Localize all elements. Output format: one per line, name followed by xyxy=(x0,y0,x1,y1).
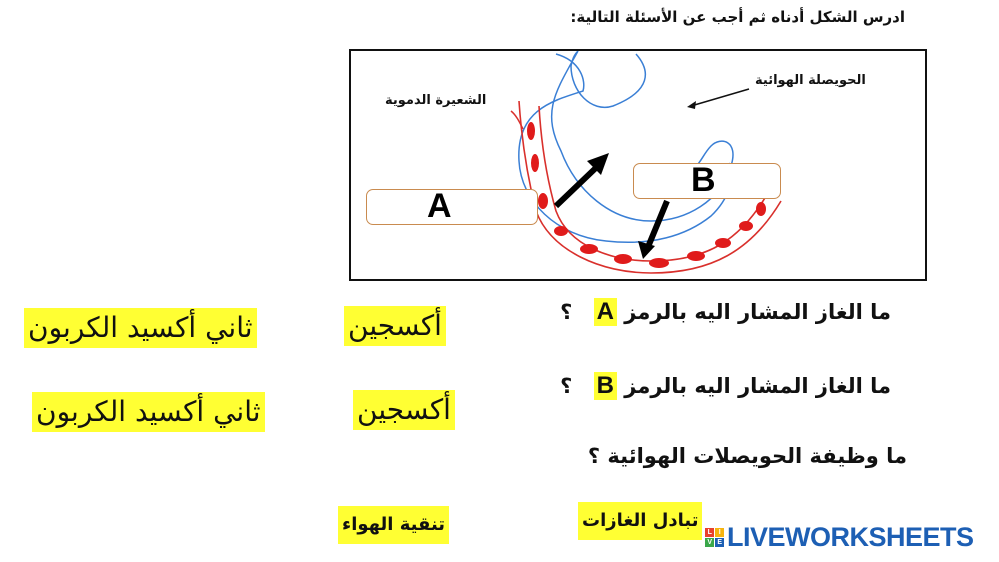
red-blood-cell xyxy=(614,254,632,264)
red-blood-cell xyxy=(527,122,535,140)
question-2 xyxy=(560,372,891,400)
question-3-text: ما وظيفة الحويصلات الهوائية ؟ xyxy=(587,444,907,468)
question-2-mark: ؟ xyxy=(560,374,573,398)
logo-tile: I xyxy=(715,528,724,537)
logo-tile: V xyxy=(705,538,714,547)
logo-mark-icon xyxy=(705,528,724,547)
question-1-mark: ؟ xyxy=(560,300,573,324)
question-3 xyxy=(588,444,907,468)
logo-tile: L xyxy=(705,528,714,537)
answer-air-purify[interactable]: تنقية الهواء xyxy=(338,506,449,544)
label-alveolus: الحويصلة الهوائية xyxy=(755,73,866,88)
red-blood-cell xyxy=(538,193,548,209)
lung-alveolus-diagram xyxy=(349,49,927,281)
answer-gas-exchange[interactable]: تبادل الغازات xyxy=(578,502,702,540)
red-blood-cell xyxy=(580,244,598,254)
red-blood-cell xyxy=(687,251,705,261)
red-blood-cell xyxy=(531,154,539,172)
answer-co2-2[interactable]: ثاني أكسيد الكربون xyxy=(32,392,265,432)
logo-text: LIVEWORKSHEETS xyxy=(727,521,974,552)
alveolus-pointer xyxy=(691,89,749,106)
answer-box-a[interactable] xyxy=(366,189,538,225)
alveolus-wall xyxy=(519,54,732,242)
answer-co2-1[interactable]: ثاني أكسيد الكربون xyxy=(24,308,257,348)
logo-tile: E xyxy=(715,538,724,547)
red-blood-cell xyxy=(739,221,753,231)
answer-oxygen-1[interactable]: أكسجين xyxy=(344,306,446,346)
label-capillary: الشعيرة الدموية xyxy=(385,93,487,108)
liveworksheets-logo xyxy=(705,520,974,554)
question-1 xyxy=(560,298,891,326)
red-blood-cell xyxy=(715,238,731,248)
red-blood-cell xyxy=(554,226,568,236)
answer-oxygen-2[interactable]: أكسجين xyxy=(353,390,455,430)
alveolus-pointer-head xyxy=(687,101,696,109)
question-1-symbol: A xyxy=(594,298,617,326)
red-blood-cell xyxy=(649,258,669,268)
red-blood-cell xyxy=(756,202,766,216)
instruction-text: ادرس الشكل أدناه ثم أجب عن الأسئلة التالية: xyxy=(570,8,905,26)
letter-b: B xyxy=(691,161,716,199)
letter-a: A xyxy=(427,187,452,225)
question-1-text: ما الغاز المشار اليه بالرمز xyxy=(624,300,891,324)
question-2-text: ما الغاز المشار اليه بالرمز xyxy=(624,374,891,398)
question-2-symbol: B xyxy=(594,372,617,400)
